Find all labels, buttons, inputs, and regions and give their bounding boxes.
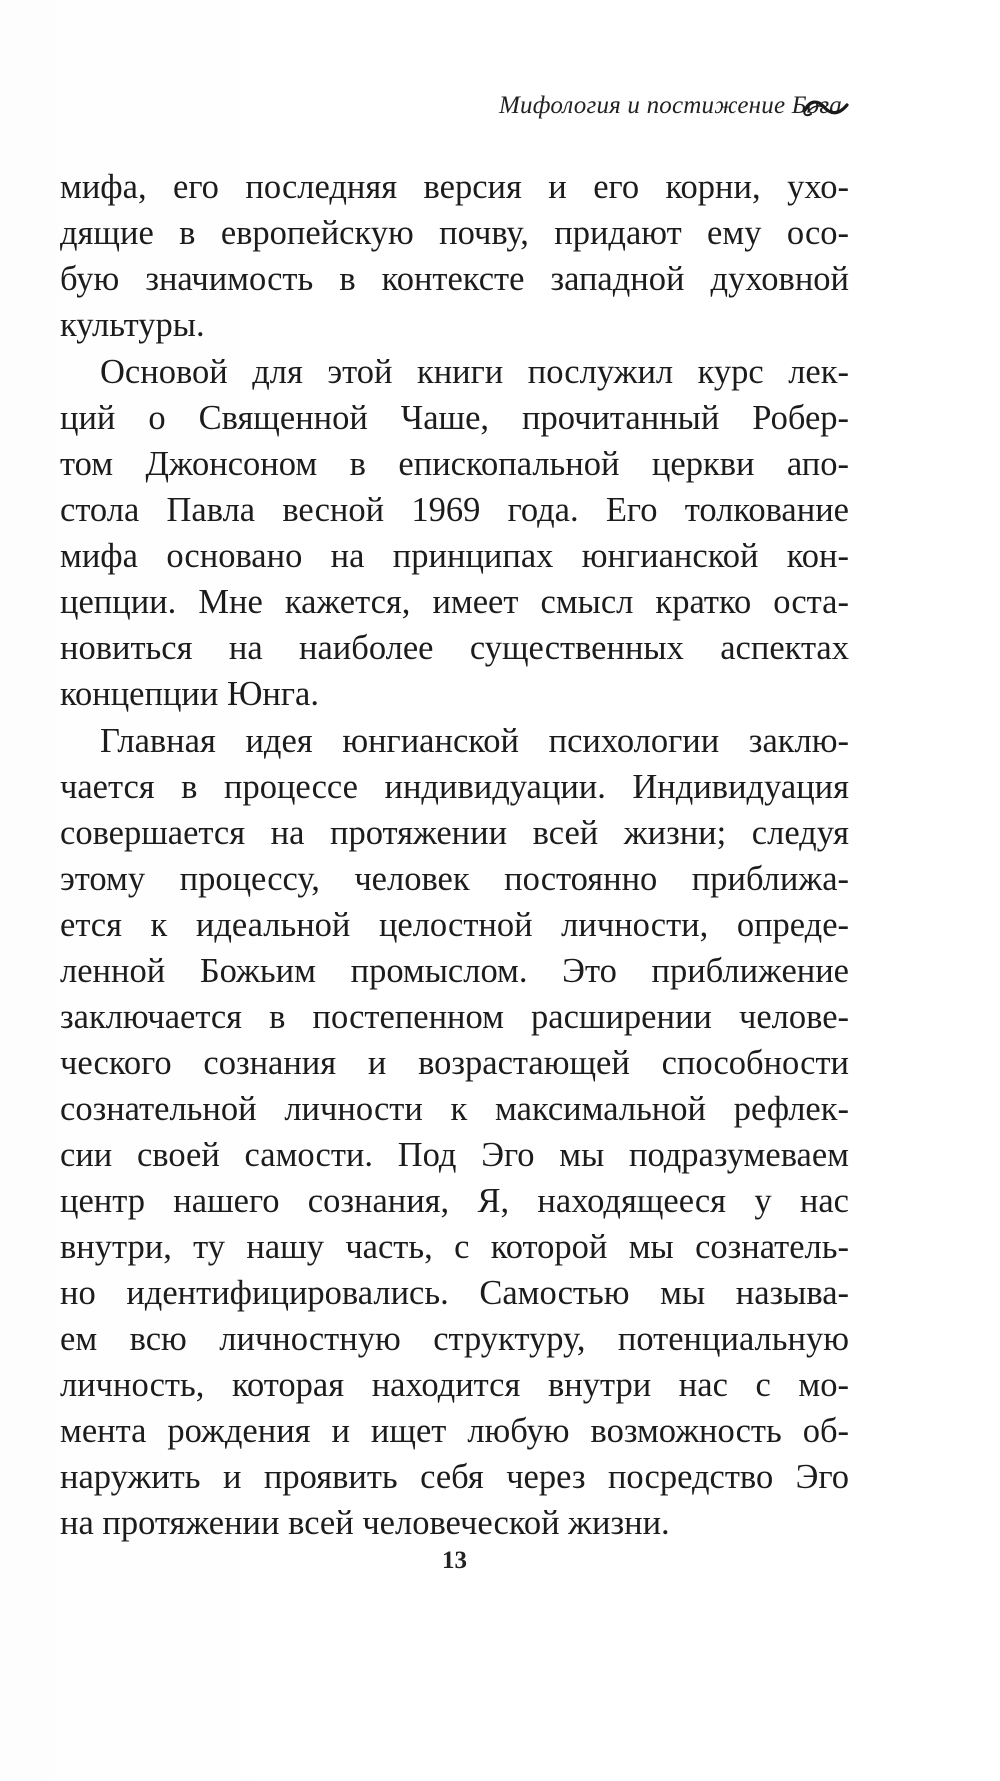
text-line: ленной Божьим промыслом. Это приближение <box>60 952 849 990</box>
paragraph-1 <box>60 164 849 348</box>
text-line: личность, которая находится внутри нас с мо- <box>60 1366 849 1404</box>
text-line: заключается в постепенном расширении челове- <box>60 998 849 1036</box>
text-line: новиться на наиболее существенных аспектах <box>60 629 849 667</box>
text-line: сознательной личности к максимальной рефлек- <box>60 1090 849 1128</box>
paragraph-3 <box>60 718 849 1546</box>
swash-ornament-icon <box>802 96 850 120</box>
running-head: Мифология и постижение Бога <box>498 92 842 119</box>
text-line: ческого сознания и возрастающей способности <box>60 1044 849 1082</box>
text-line: ем всю личностную структуру, потенциальную <box>60 1320 849 1358</box>
page-number: 13 <box>442 1547 467 1574</box>
text-line: этому процессу, человек постоянно приближа- <box>60 860 849 898</box>
text-line: стола Павла весной 1969 года. Его толкование <box>60 491 849 529</box>
text-line: но идентифицировались. Самостью мы называ- <box>60 1274 849 1312</box>
text-line: Главная идея юнгианской психологии заклю- <box>100 722 849 760</box>
text-line: бую значимость в контексте западной духовной <box>60 260 849 298</box>
paragraph-2 <box>60 349 849 717</box>
text-line: наружить и проявить себя через посредство Эго <box>60 1458 849 1496</box>
text-line: сии своей самости. Под Эго мы подразумеваем <box>60 1136 849 1174</box>
text-line: внутри, ту нашу часть, с которой мы сознатель- <box>60 1228 849 1266</box>
text-line: концепции Юнга. <box>60 675 319 713</box>
text-line: мифа основано на принципах юнгианской кон- <box>60 537 849 575</box>
text-line: на протяжении всей человеческой жизни. <box>60 1504 670 1542</box>
text-line: совершается на протяжении всей жизни; следуя <box>60 814 849 852</box>
text-line: том Джонсоном в епископальной церкви апо- <box>60 445 849 483</box>
text-line: мифа, его последняя версия и его корни, ухо- <box>60 168 849 206</box>
text-line: ется к идеальной целостной личности, опреде- <box>60 906 849 944</box>
text-line: ций о Священной Чаше, прочитанный Робер- <box>60 399 849 437</box>
text-line: культуры. <box>60 306 205 344</box>
text-line: цепции. Мне кажется, имеет смысл кратко оста- <box>60 583 849 621</box>
text-line: чается в процессе индивидуации. Индивидуация <box>60 768 849 806</box>
text-line: мента рождения и ищет любую возможность об- <box>60 1412 849 1450</box>
text-line: дящие в европейскую почву, придают ему осо- <box>60 214 849 252</box>
text-line: Основой для этой книги послужил курс лек- <box>100 353 849 391</box>
text-line: центр нашего сознания, Я, находящееся у нас <box>60 1182 849 1220</box>
body-text <box>60 164 849 1547</box>
